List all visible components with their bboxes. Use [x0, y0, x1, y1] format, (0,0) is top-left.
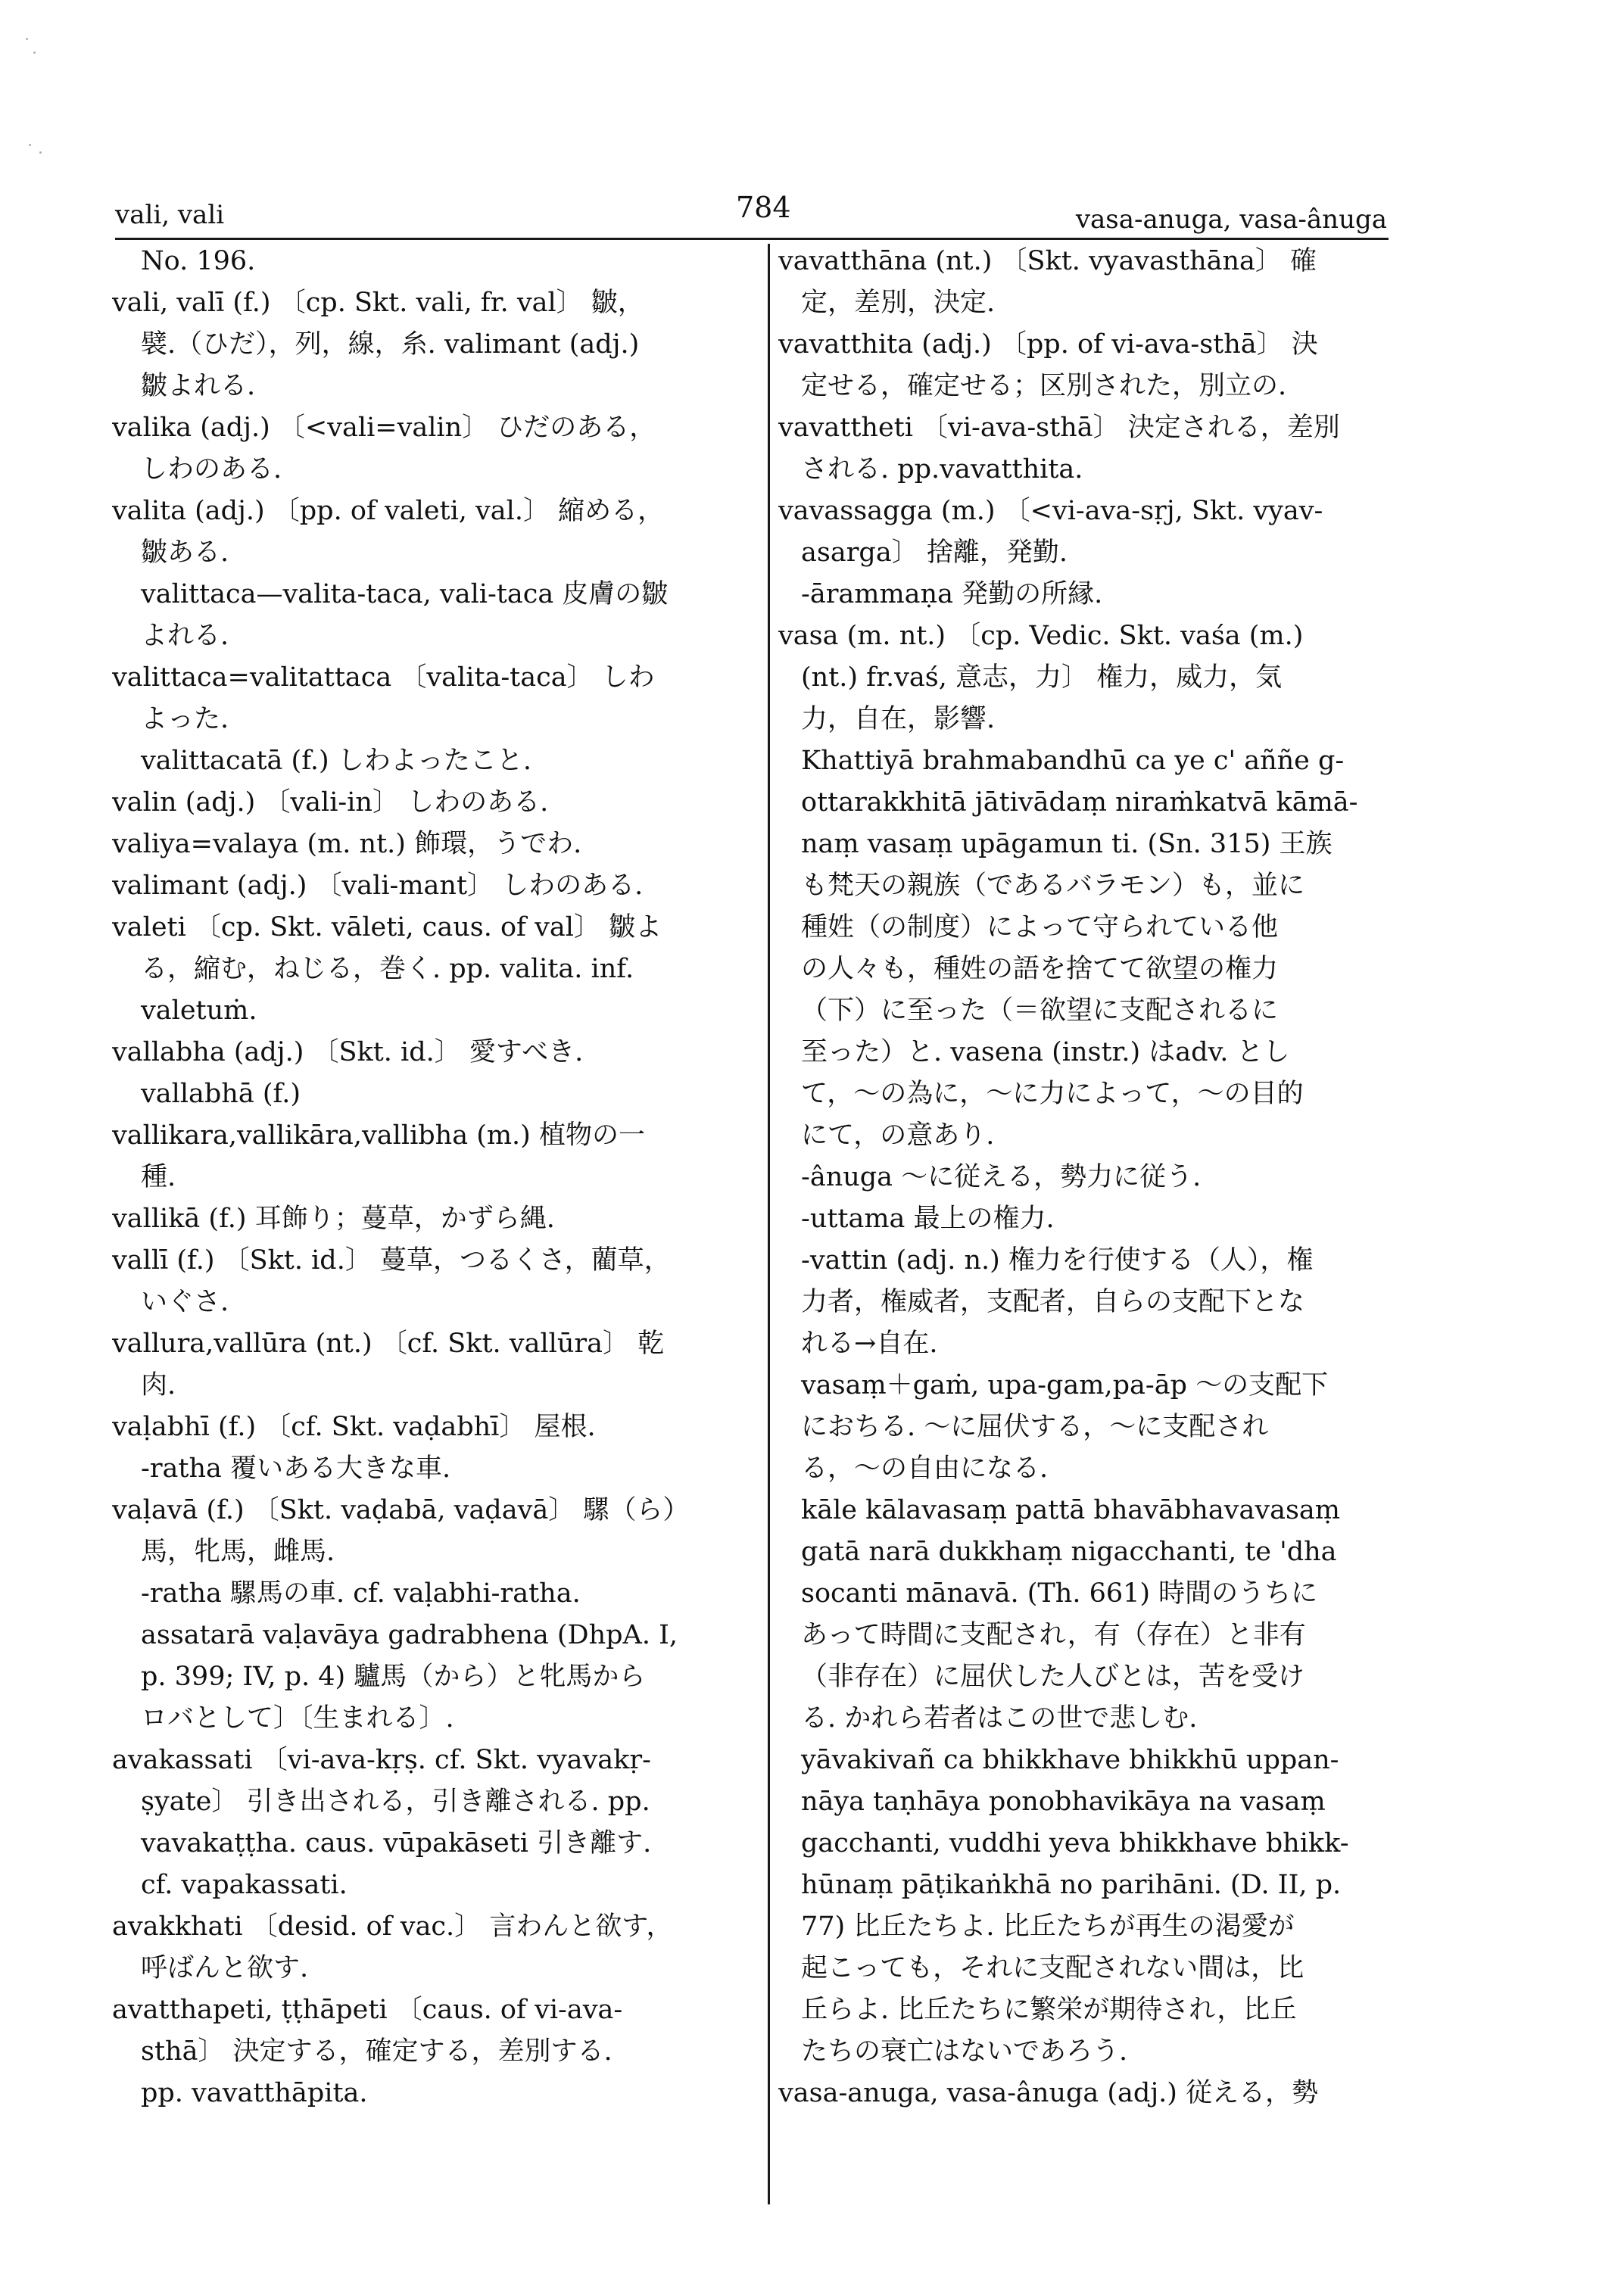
- entry-line: gacchanti, vuddhi yeva bhikkhave bhikk-: [801, 1828, 1349, 1858]
- entry-line: る. かれら若者はこの世で悲しむ.: [801, 1703, 1198, 1734]
- entry-line: 丘らよ. 比丘たちに繁栄が期待され，比丘: [801, 1995, 1297, 2025]
- headword-line: valiya=valaya (m. nt.) 飾環，うでわ.: [112, 829, 582, 859]
- scan-noise: [23, 30, 68, 167]
- headword-line: avakkhati 〔desid. of vac.〕 言わんと欲す，: [112, 1911, 673, 1942]
- headword-line: vallura,vallūra (nt.) 〔cf. Skt. vallūra〕 乾: [112, 1329, 665, 1359]
- headword-line: vallikā (f.) 耳飾り；蔓草，かずら縄.: [112, 1204, 555, 1234]
- entry-line: gatā narā dukkhaṃ nigacchanti, te 'dha: [801, 1537, 1337, 1567]
- headword-line: vavatthita (adj.) 〔pp. of vi-ava-sthā〕 決: [778, 329, 1318, 360]
- page-header: [115, 185, 1387, 235]
- headword-line: vallabha (adj.) 〔Skt. id.〕 愛すべき.: [112, 1037, 584, 1067]
- entry-line: -ratha 騾馬の車. cf. vaḷabhi-ratha.: [141, 1578, 581, 1609]
- entry-line: Khattiyā brahmabandhū ca ye c' aññe g-: [801, 746, 1345, 776]
- headword-line: vavatthāna (nt.) 〔Skt. vyavasthāna〕 確: [778, 246, 1317, 276]
- entry-line: 起こっても，それに支配されない間は，比: [801, 1953, 1304, 1983]
- entry-line: vavakaṭṭha. caus. vūpakāseti 引き離す.: [141, 1828, 652, 1858]
- entry-line: も梵天の親族（であるバラモン）も，並に: [801, 871, 1305, 901]
- entry-line: あって時間に支配され，有（存在）と非有: [801, 1620, 1306, 1650]
- entry-line: assatarā vaḷavāya gadrabhena (DhpA. I,: [141, 1620, 678, 1650]
- entry-line: いぐさ.: [141, 1287, 229, 1317]
- entry-line: kāle kālavasaṃ pattā bhavābhavavasaṃ: [801, 1495, 1340, 1525]
- header-right-guideword: vasa-anuga, vasa-ânuga: [1075, 204, 1387, 235]
- headword-line: vali, valī (f.) 〔cp. Skt. vali, fr. val〕 皺，: [112, 288, 644, 318]
- header-rule: [115, 238, 1389, 240]
- headword-line: valittaca=valitattaca 〔valita-taca〕 しわ: [112, 662, 655, 693]
- headword-line: vaḷabhī (f.) 〔cf. Skt. vaḍabhī〕 屋根.: [112, 1412, 596, 1442]
- entry-line: よった.: [141, 704, 229, 734]
- entry-line: の人々も，種姓の語を捨てて欲望の権力: [801, 954, 1279, 984]
- entry-line: される. pp.vavatthita.: [801, 454, 1083, 484]
- column-divider: [768, 244, 770, 2204]
- entry-line: valittacatā (f.) しわよったこと.: [141, 746, 531, 776]
- entry-line: におちる. ～に屈伏する，～に支配され: [801, 1412, 1269, 1442]
- right-column: [778, 241, 1389, 2114]
- entry-line: yāvakivañ ca bhikkhave bhikkhū uppan-: [801, 1745, 1339, 1775]
- entry-line: valittaca—valita-taca, vali-taca 皮膚の皺: [141, 579, 669, 609]
- headword-line: vaḷavā (f.) 〔Skt. vaḍabā, vaḍavā〕 騾（ら）: [112, 1495, 690, 1525]
- entry-line: -uttama 最上の権力.: [801, 1204, 1055, 1234]
- entry-line: naṃ vasaṃ upāgamun ti. (Sn. 315) 王族: [801, 829, 1333, 859]
- headword-line: vallikara,vallikāra,vallibha (m.) 植物の一: [112, 1120, 645, 1151]
- entry-line: valetuṁ.: [141, 995, 257, 1026]
- entry-line: (nt.) fr.vaś, 意志，力〕 権力，威力，気: [801, 662, 1283, 693]
- headword-line: valika (adj.) 〔<vali=valin〕 ひだのある，: [112, 413, 656, 443]
- page-number: 784: [736, 191, 791, 224]
- entry-line: 力，自在，影響.: [801, 704, 996, 734]
- left-column: [112, 241, 748, 2114]
- entry-line: 種姓（の制度）によって守られている他: [801, 912, 1279, 942]
- entry-line: 至った）と. vasena (instr.) はadv. とし: [801, 1037, 1290, 1067]
- entry-line: よれる.: [141, 621, 229, 651]
- entry-line: にて，の意あり.: [801, 1120, 995, 1151]
- entry-line: 定せる，確定せる；区別された，別立の.: [801, 371, 1287, 401]
- headword-line: vallī (f.) 〔Skt. id.〕 蔓草，つるくさ，藺草，: [112, 1245, 671, 1276]
- entry-line: 77) 比丘たちよ. 比丘たちが再生の渇愛が: [801, 1911, 1295, 1942]
- headword-line: avakassati 〔vi-ava-kṛṣ. cf. Skt. vyavakṛ-: [112, 1745, 651, 1775]
- entry-line: 馬，牝馬，雌馬.: [141, 1537, 335, 1567]
- headword-line: vasa (m. nt.) 〔cp. Vedic. Skt. vaśa (m.): [778, 621, 1304, 651]
- entry-line: 皺ある.: [141, 537, 229, 568]
- headword-line: vavassagga (m.) 〔<vi-ava-sṛj, Skt. vyav-: [778, 496, 1323, 526]
- entry-line: しわのある.: [141, 454, 282, 484]
- entry-line: れる→自在.: [801, 1329, 938, 1359]
- entry-line: p. 399; IV, p. 4) 驢馬（から）と牝馬から: [141, 1662, 646, 1692]
- headword-line: valeti 〔cp. Skt. vāleti, caus. of val〕 皺よ: [112, 912, 662, 942]
- entry-line: ṣyate〕 引き出される，引き離される. pp.: [141, 1787, 650, 1817]
- entry-line: vasaṃ＋gaṁ, upa-gam,pa-āp ～の支配下: [801, 1370, 1329, 1400]
- entry-line: 種.: [141, 1162, 176, 1192]
- headword-line: vasa-anuga, vasa-ânuga (adj.) 従える，勢: [778, 2078, 1319, 2108]
- headword-line: valimant (adj.) 〔vali-mant〕 しわのある.: [112, 871, 644, 901]
- header-left-guideword: vali, vali: [115, 200, 225, 230]
- entry-line: 皺よれる.: [141, 371, 256, 401]
- entry-line: 襞.（ひだ），列，線，糸. valimant (adj.): [141, 329, 640, 360]
- entry-line: No. 196.: [141, 246, 256, 276]
- entry-line: -ārammaṇa 発勤の所縁.: [801, 579, 1103, 609]
- entry-line: （非存在）に屈伏した人びとは，苦を受け: [801, 1662, 1305, 1692]
- entry-line: pp. vavatthāpita.: [141, 2078, 368, 2108]
- entry-line: cf. vapakassati.: [141, 1870, 348, 1900]
- entry-line: -vattin (adj. n.) 権力を行使する（人），権: [801, 1245, 1314, 1276]
- entry-line: 呼ばんと欲す.: [141, 1953, 309, 1983]
- entry-line: hūnaṃ pāṭikaṅkhā no parihāni. (D. II, p.: [801, 1870, 1342, 1900]
- entry-line: る，縮む，ねじる，巻く. pp. valita. inf.: [141, 954, 634, 984]
- entry-line: て，～の為に，～に力によって，～の目的: [801, 1079, 1304, 1109]
- entry-line: nāya taṇhāya ponobhavikāya na vasaṃ: [801, 1787, 1326, 1817]
- entry-line: （下）に至った（＝欲望に支配されるに: [801, 995, 1279, 1026]
- entry-line: vallabhā (f.): [141, 1079, 301, 1109]
- entry-line: asarga〕 捨離，発勤.: [801, 537, 1068, 568]
- entry-line: ottarakkhitā jātivādaṃ niraṁkatvā kāmā-: [801, 787, 1358, 818]
- entry-line: 定，差別，決定.: [801, 288, 996, 318]
- headword-line: avatthapeti, ṭṭhāpeti 〔caus. of vi-ava-: [112, 1995, 623, 2025]
- entry-line: socanti mānavā. (Th. 661) 時間のうちに: [801, 1578, 1318, 1609]
- entry-line: る，～の自由になる.: [801, 1453, 1049, 1484]
- headword-line: valita (adj.) 〔pp. of valeti, val.〕 縮める，: [112, 496, 665, 526]
- entry-line: -ânuga ～に従える，勢力に従う.: [801, 1162, 1202, 1192]
- entry-line: sthā〕 決定する，確定する，差別する.: [141, 2036, 613, 2067]
- entry-line: ロバとして〕〔生まれる〕.: [141, 1703, 454, 1734]
- entry-line: -ratha 覆いある大きな車.: [141, 1453, 451, 1484]
- entry-line: たちの衰亡はないであろう.: [801, 2036, 1128, 2067]
- entry-line: 力者，権威者，支配者，自らの支配下とな: [801, 1287, 1305, 1317]
- headword-line: valin (adj.) 〔vali-in〕 しわのある.: [112, 787, 549, 818]
- entry-line: 肉.: [141, 1370, 176, 1400]
- headword-line: vavattheti 〔vi-ava-sthā〕 決定される，差別: [778, 413, 1340, 443]
